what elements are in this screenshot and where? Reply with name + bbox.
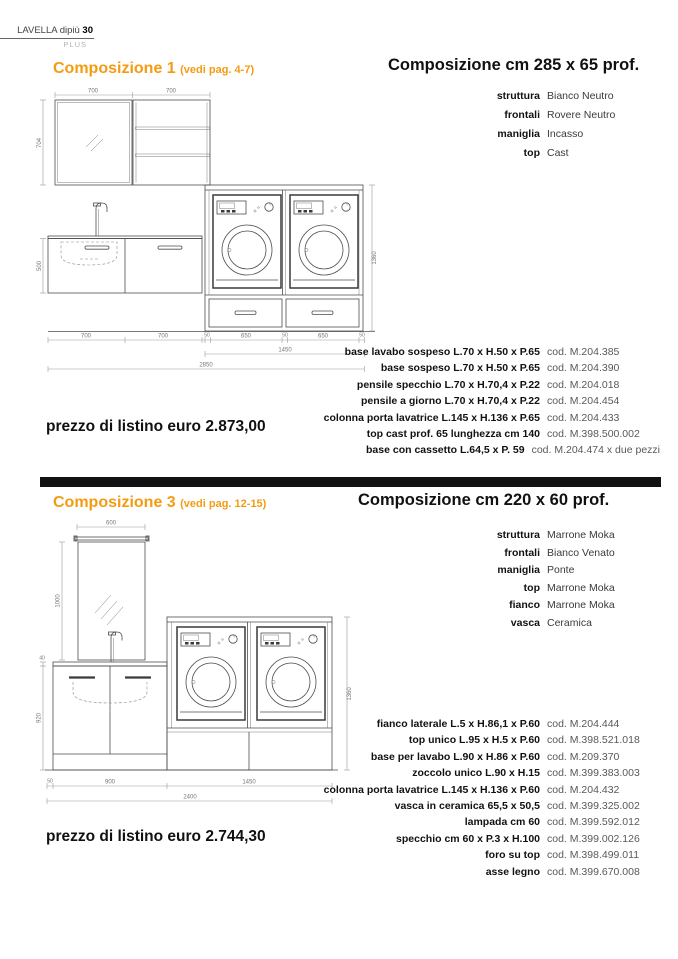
- product-code: cod. M.204.433: [547, 411, 620, 424]
- product-row: [180, 866, 660, 882]
- washing-machine-icon: [213, 195, 281, 288]
- dimension-label: 1450: [242, 779, 256, 786]
- product-row: [180, 346, 660, 362]
- dimension-line-top: [55, 89, 210, 99]
- product-row: [180, 362, 660, 378]
- washing-machine-icon: [290, 195, 358, 288]
- section-divider-bar: [40, 477, 661, 487]
- product-code: cod. M.204.444: [547, 718, 620, 730]
- product-row: [180, 751, 660, 767]
- faucet-drawing: [109, 632, 123, 662]
- technical-drawing-composition-1: [35, 83, 380, 383]
- spec-value: Ceramica: [547, 616, 592, 629]
- product-row: [180, 800, 660, 816]
- spec-value: Marrone Moka: [547, 599, 615, 611]
- dimension-label: 2850: [199, 362, 213, 369]
- composition-1-page-ref: (vedi pag. 4-7): [180, 64, 255, 76]
- dimension-label: 600: [105, 520, 117, 527]
- product-name: top cast prof. 65 lunghezza cm 140: [366, 427, 540, 440]
- dimension-label: 50: [282, 332, 288, 339]
- product-name: zoccolo unico L.90 x H.15: [412, 767, 540, 780]
- mirror-drawing: [78, 542, 145, 660]
- dimension-label: 650: [240, 333, 252, 340]
- product-name: pensile a giorno L.70 x H.70,4 x P.22: [361, 395, 540, 408]
- sink-base-drawing: [48, 236, 202, 293]
- product-name: asse legno: [485, 865, 540, 878]
- dimension-label: 1360: [347, 687, 353, 701]
- spec-value: Bianco Neutro: [547, 90, 614, 102]
- composition-1-product-list: [180, 346, 660, 461]
- spec-value: Ponte: [547, 564, 575, 576]
- dimension-label: 700: [157, 333, 169, 340]
- spec-label: vasca: [510, 616, 540, 629]
- dimension-line-base-height: [37, 239, 46, 294]
- product-name: lampada cm 60: [464, 816, 540, 829]
- dimension-label: 1000: [55, 594, 62, 608]
- spec-value: Incasso: [547, 128, 584, 140]
- dimension-label: 2400: [183, 794, 197, 801]
- product-row: [180, 379, 660, 395]
- product-name: colonna porta lavatrice L.145 x H.136 x P.65: [323, 411, 540, 424]
- product-row: [180, 444, 660, 460]
- dimension-line-mirror-width: [77, 521, 145, 531]
- spec-label: struttura: [496, 90, 540, 102]
- product-row: [180, 784, 660, 800]
- composition-3-price: prezzo di listino euro 2.744,30: [46, 828, 266, 845]
- product-row: [180, 395, 660, 411]
- product-name: pensile specchio L.70 x H.70,4 x P.22: [356, 378, 540, 391]
- brand-subtitle: PLUS: [63, 40, 87, 49]
- product-code: cod. M.204.018: [547, 378, 620, 391]
- product-code: cod. M.398.500.002: [547, 427, 640, 440]
- product-code: cod. M.399.592.012: [547, 816, 640, 829]
- product-code: cod. M.204.432: [547, 783, 620, 796]
- dimension-line-column-height: [369, 185, 378, 331]
- dimension-label: 700: [87, 88, 99, 95]
- composition-1-name: Composizione 1: [53, 60, 176, 77]
- product-code: cod. M.399.002.126: [547, 832, 640, 845]
- product-code: cod. M.204.390: [547, 362, 620, 375]
- countertop-drawing: [53, 662, 167, 666]
- spec-value: Rovere Neutro: [547, 109, 616, 121]
- dimension-label: 500: [37, 260, 43, 272]
- dimension-label: 920: [36, 712, 43, 724]
- product-row: [180, 849, 660, 865]
- dimension-label: 900: [104, 779, 116, 786]
- spec-label: frontali: [504, 109, 540, 121]
- composition-1-title: [53, 60, 254, 78]
- spec-value: Marrone Moka: [547, 529, 615, 541]
- product-name: specchio cm 60 x P.3 x H.100: [396, 832, 540, 845]
- product-name: vasca in ceramica 65,5 x 50,5: [394, 799, 540, 812]
- spec-label: maniglia: [497, 564, 540, 576]
- pedestal-drawer: [286, 299, 359, 327]
- spec-label: frontali: [504, 546, 540, 559]
- dimension-label: 50: [359, 332, 365, 339]
- dimension-label: 704: [37, 137, 43, 149]
- dimension-line-top-thickness: [39, 656, 46, 667]
- spec-value: Cast: [547, 147, 569, 159]
- product-name: foro su top: [485, 849, 540, 862]
- faucet-drawing: [94, 203, 108, 236]
- dimension-label: 1360: [372, 251, 378, 265]
- dimension-label: 50: [204, 332, 210, 339]
- dimension-label: 700: [80, 333, 92, 340]
- product-row: [180, 734, 660, 750]
- dimension-label: 650: [317, 333, 329, 340]
- pedestal-drawer: [209, 299, 282, 327]
- composition-3-name: Composizione 3: [53, 494, 176, 511]
- dimension-label: 700: [165, 88, 177, 95]
- dimension-label: 50: [47, 778, 53, 785]
- product-code: cod. M.209.370: [547, 750, 620, 763]
- spec-label: top: [523, 581, 540, 594]
- washing-machine-icon: [177, 627, 245, 720]
- brand-title: [0, 25, 93, 36]
- product-name: fianco laterale L.5 x H.86,1 x P.60: [376, 718, 540, 730]
- brand-rule: [0, 38, 94, 39]
- composition-3-page-ref: (vedi pag. 12-15): [180, 498, 267, 510]
- composition-1-size-title: Composizione cm 285 x 65 prof.: [388, 56, 640, 74]
- brand-number: 30: [82, 25, 93, 36]
- product-row: [180, 767, 660, 783]
- product-name: base con cassetto L.64,5 x P. 59: [366, 444, 525, 457]
- composition-3-product-list: [180, 718, 660, 882]
- dimension-label: 1450: [278, 347, 292, 354]
- sink-base-drawing: [53, 666, 167, 770]
- dimension-line-mirror-height: [56, 542, 66, 660]
- washing-machine-icon: [257, 627, 325, 720]
- spec-value: Marrone Moka: [547, 581, 615, 594]
- product-code: cod. M.204.454: [547, 395, 620, 408]
- product-name: base sospeso L.70 x H.50 x P.65: [380, 362, 540, 375]
- dimension-line-mirror-height: [37, 100, 46, 185]
- dimension-line-base-height: [37, 666, 47, 770]
- product-name: top unico L.95 x H.5 x P.60: [408, 734, 540, 747]
- washer-column-drawing: [205, 185, 363, 331]
- open-shelf-cabinet-drawing: [133, 100, 210, 185]
- composition-1-price: prezzo di listino euro 2.873,00: [46, 418, 266, 435]
- product-code: cod. M.204.474 x due pezzi: [531, 444, 660, 457]
- mirror-cabinet-drawing: [55, 100, 132, 185]
- product-code: cod. M.399.325.002: [547, 799, 640, 812]
- spec-label: top: [523, 147, 540, 159]
- product-code: cod. M.398.499.011: [547, 849, 640, 862]
- brand-name: LAVELLA dipiù: [17, 25, 80, 36]
- composition-3-size-title: Composizione cm 220 x 60 prof.: [358, 491, 610, 509]
- spec-label: struttura: [496, 529, 540, 541]
- product-code: cod. M.398.521.018: [547, 734, 640, 747]
- product-name: base lavabo sospeso L.70 x H.50 x P.65: [344, 346, 540, 358]
- lamp-drawing: [74, 536, 149, 541]
- spec-label: fianco: [509, 599, 540, 611]
- composition-3-title: [53, 494, 266, 512]
- product-code: cod. M.204.385: [547, 346, 620, 358]
- product-code: cod. M.399.670.008: [547, 865, 640, 878]
- spec-value: Bianco Venato: [547, 546, 615, 559]
- product-name: colonna porta lavatrice L.145 x H.136 x P.60: [323, 783, 540, 796]
- dimension-label: 40: [39, 655, 45, 662]
- product-row: [180, 718, 660, 734]
- spec-label: maniglia: [497, 128, 540, 140]
- product-code: cod. M.399.383.003: [547, 767, 640, 780]
- product-name: base per lavabo L.90 x H.86 x P.60: [370, 750, 540, 763]
